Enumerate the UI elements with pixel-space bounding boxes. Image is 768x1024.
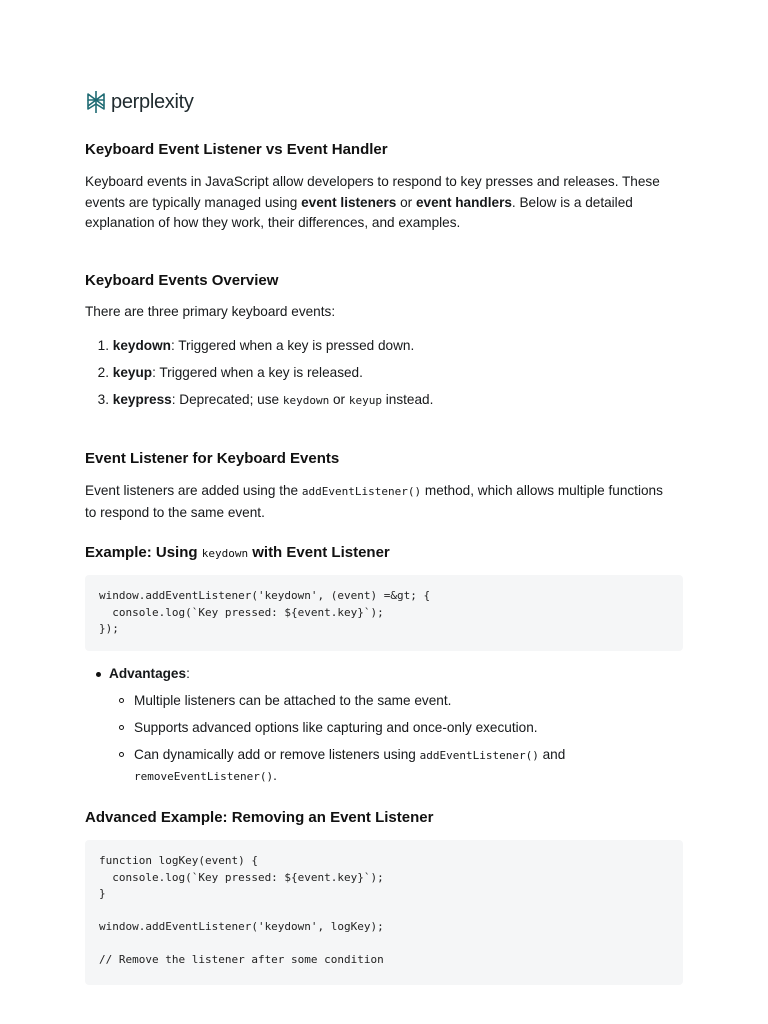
list-item [85,691,683,711]
advantage-text: Can dynamically add or remove listeners using [134,747,420,762]
list-number: 1. [97,338,109,353]
list-item [85,363,363,383]
advantages-label: Advantages [109,666,187,681]
listener-text: Event listeners are added using the [85,483,302,498]
list-desc: or [329,392,349,407]
list-term: keydown [112,338,171,353]
overview-heading: Keyboard Events Overview [85,272,279,289]
sub-bullet-icon [119,698,124,703]
advantage-text: Multiple listeners can be attached to the same event. [134,693,452,708]
sub-bullet-icon [119,752,124,757]
list-term: keyup [112,365,153,380]
intro-bold-event-handlers: event handlers [415,194,512,210]
code-content: function logKey(event) { console.log(`Key pressed: ${event.key}`); } window.addEventListener('keydown', logKey); // Remove the listener after some condition [99,854,384,966]
listener-text: method, which allows multiple functions [421,483,663,498]
intro-paragraph [85,172,683,234]
list-desc: : Triggered when a key is pressed down. [170,338,415,353]
list-number: 3. [97,392,109,407]
listener-heading: Event Listener for Keyboard Events [85,450,340,467]
intro-line-1: Keyboard events in JavaScript allow developers to respond to key presses and releases. These [85,174,660,189]
code-block [85,575,683,651]
inline-code: keydown [201,547,249,560]
listener-paragraph [85,481,683,523]
intro-line-3: explanation of how they work, their differences, and examples. [85,215,461,230]
example-heading [85,544,390,561]
inline-code: keydown [282,394,330,407]
list-desc: instead. [381,392,434,407]
advantages-colon: : [186,666,190,681]
advantage-text [134,745,683,787]
list-number: 2. [97,365,109,380]
intro-text: . Below is a detailed [511,194,633,210]
brand-name: perplexity [111,90,194,113]
example-heading-text: with Event Listener [248,544,390,561]
listener-text: to respond to the same event. [85,504,265,520]
intro-text: events are typically managed using [85,194,302,210]
code-content: window.addEventListener('keydown', (event) =&gt; { console.log(`Key pressed: ${event.key}`); }); [99,589,431,635]
sub-bullet-icon [119,725,124,730]
inline-code: removeEventListener() [134,770,274,783]
overview-lead: There are three primary keyboard events: [85,304,336,319]
inline-code: addEventListener() [419,749,539,762]
advanced-heading: Advanced Example: Removing an Event Listener [85,809,434,826]
list-item [85,390,433,411]
advantage-text: Supports advanced options like capturing and once-only execution. [134,720,538,735]
perplexity-logo-icon [85,90,107,114]
list-item [85,336,414,356]
list-item [85,718,683,738]
inline-code: addEventListener() [301,485,422,498]
intro-bold-event-listeners: event listeners [301,194,397,210]
advantage-text: . [273,768,277,783]
code-block [85,840,683,985]
list-term: keypress [112,392,172,407]
advantage-text: and [538,747,566,762]
bullet-icon [96,672,101,677]
perplexity-logo [85,89,194,115]
list-desc: : Triggered when a key is released. [152,365,363,380]
list-desc: : Deprecated; use [171,392,283,407]
list-item [85,745,683,787]
advantages-item [85,664,683,684]
example-heading-text: Example: Using [85,544,202,561]
page-title: Keyboard Event Listener vs Event Handler [85,141,388,158]
inline-code: keyup [348,394,382,407]
intro-text: or [396,194,416,210]
